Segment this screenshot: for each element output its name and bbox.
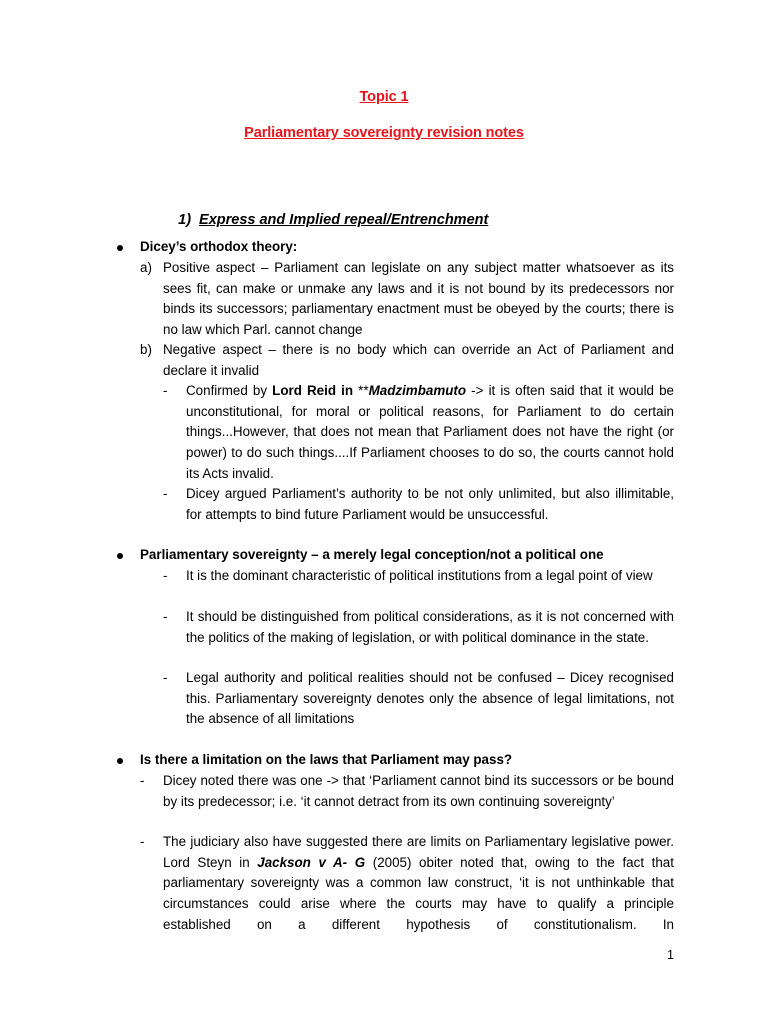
- text-run: (2005) obiter noted that, owing to the fact that parliamentary sovereignty was a common law construct, ‘it is not unthinkable that circumstances could arise where the courts may have to qualify a principle established on a different hypothesis of constitutionalism. In: [163, 854, 674, 932]
- dash-marker: -: [163, 383, 168, 398]
- list-marker-a: a): [140, 260, 152, 275]
- paragraph-dominant-characteristic: It is the dominant characteristic of political institutions from a legal point of view: [186, 568, 653, 583]
- paragraph-positive-aspect: Positive aspect – Parliament can legislate on any subject matter whatsoever as its sees fit, can make or unmake any laws and it is not bound by its predecessors nor binds its successors; parliamentary enactment must be obeyed by the courts; there is no law which Parl. cannot change: [163, 260, 674, 338]
- case-name: Madzimbamuto: [368, 383, 467, 398]
- text-run: -> it is often said that it would be unconstitutional, for moral or political reasons, for Parliament to do certain things...However, that does not mean that Parliament does not have the right (or power) to do such things....If Parliament chooses to do so, the courts cannot hold its Acts invalid.: [186, 383, 674, 481]
- paragraph-judiciary: [163, 832, 674, 936]
- text-run: **: [353, 383, 369, 398]
- list-marker-b: b): [140, 342, 152, 357]
- document-title: Parliamentary sovereignty revision notes: [244, 125, 524, 141]
- topic-heading: Topic 1: [359, 89, 409, 105]
- bullet-heading-legal-conception: Parliamentary sovereignty – a merely legal conception/not a political one: [140, 547, 604, 562]
- dash-marker: -: [140, 834, 145, 849]
- paragraph-lord-reid: [186, 381, 674, 485]
- bullet-dot: [117, 553, 123, 559]
- paragraph-dicey-illimitable: Dicey argued Parliament’s authority to be not only unlimited, but also illimitable, for attempts to bind future Parliament would be unsuccessful.: [186, 486, 674, 522]
- section-number: 1): [178, 212, 192, 228]
- judge-name: Lord Reid in: [272, 383, 354, 398]
- case-name: Jackson v A- G: [257, 854, 366, 870]
- dash-marker: -: [163, 670, 168, 685]
- paragraph-dicey-noted: Dicey noted there was one -> that ‘Parliament cannot bind its successors or be bound by its predecessor; i.e. ‘it cannot detract from its own continuing sovereignty’: [163, 773, 674, 809]
- paragraph-political-considerations: It should be distinguished from political considerations, as it is not concerned with the politics of the making of legislation, or with political dominance in the state.: [186, 609, 674, 645]
- text-run: Confirmed by: [186, 383, 273, 398]
- paragraph-negative-aspect: Negative aspect – there is no body which can override an Act of Parliament and declare it invalid: [163, 342, 674, 378]
- bullet-heading-limitation: Is there a limitation on the laws that Parliament may pass?: [140, 752, 513, 767]
- bullet-heading-dicey: Dicey’s orthodox theory:: [140, 239, 298, 254]
- dash-marker: -: [163, 486, 168, 501]
- dash-marker: -: [163, 609, 168, 624]
- bullet-dot: [117, 758, 123, 764]
- text-run: The judiciary also have suggested there are limits on Parliamentary legislative power. Lord Steyn in: [163, 834, 674, 870]
- dash-marker: -: [163, 568, 168, 583]
- section-title: Express and Implied repeal/Entrenchment: [199, 212, 489, 228]
- paragraph-legal-authority: Legal authority and political realities should not be confused – Dicey recognised this. Parliamentary sovereignty denotes only the absence of legal limitations, not the absence of all limitations: [186, 670, 674, 727]
- bullet-dot: [117, 245, 123, 251]
- dash-marker: -: [140, 773, 145, 788]
- page-number: 1: [667, 948, 674, 962]
